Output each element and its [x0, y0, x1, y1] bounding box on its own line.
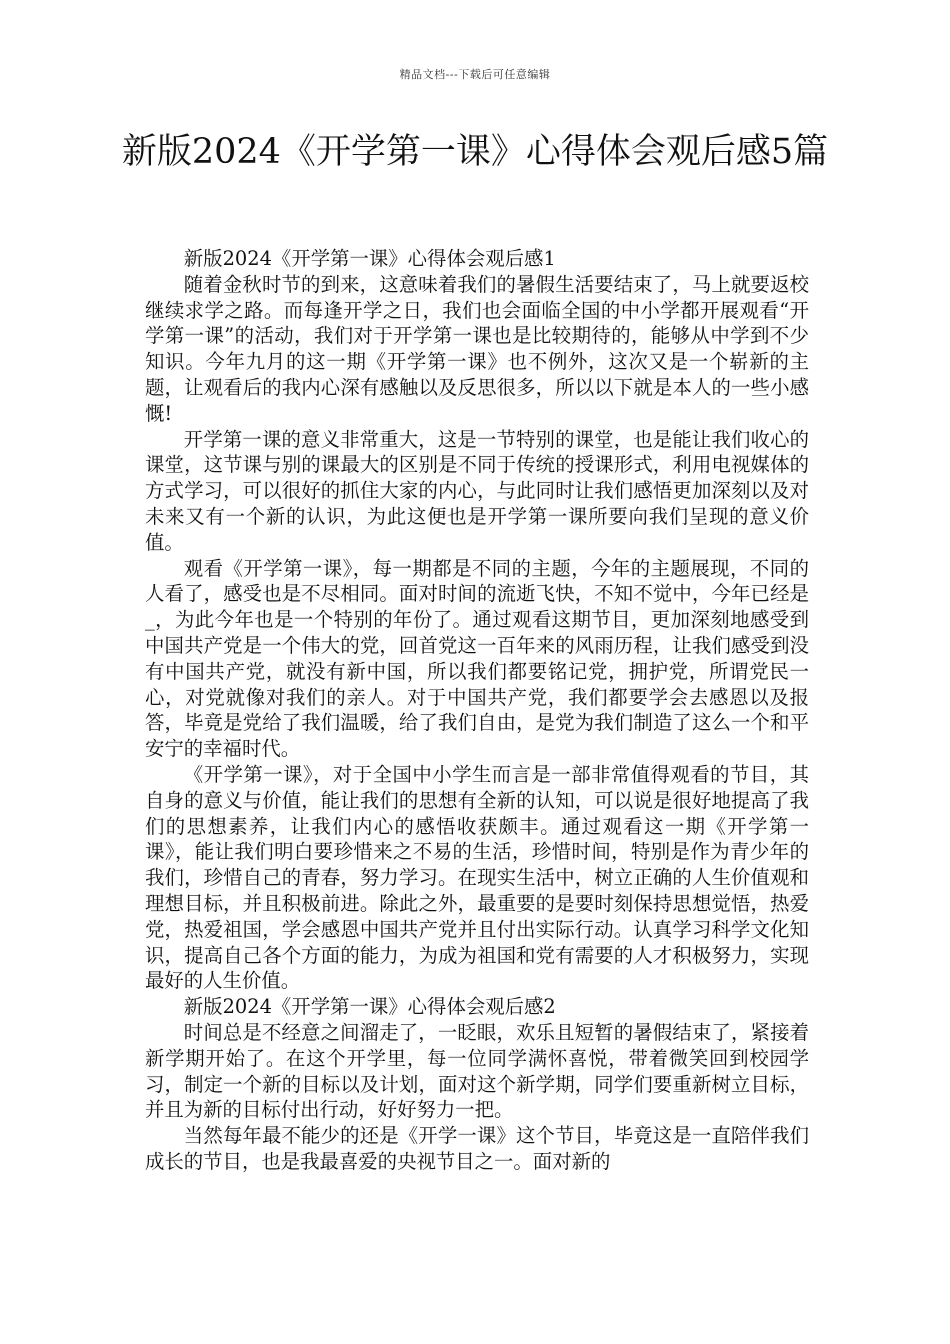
paragraph: 时间总是不经意之间溜走了，一眨眼，欢乐且短暂的暑假结束了，紧接着新学期开始了。在这个开学里，每一位同学满怀喜悦，带着微笑回到校园学习，制定一个新的目标以及计划，面对这个新学期，同学们要重新树立目标，并且为新的目标付出行动，好好努力一把。 [145, 1020, 809, 1122]
paragraph: 开学第一课的意义非常重大，这是一节特别的课堂，也是能让我们收心的课堂，这节课与别的课最大的区别是不同于传统的授课形式，利用电视媒体的方式学习，可以很好的抓住大家的内心，与此同时让我们感悟更加深刻以及对未来又有一个新的认识，为此这便也是开学第一课所要向我们呈现的意义价值。 [145, 427, 809, 554]
document-body [145, 246, 809, 1175]
section-subtitle-2: 新版2024《开学第一课》心得体会观后感2 [183, 995, 556, 1019]
page-header: 精品文档---下载后可任意编辑 [399, 68, 551, 81]
paragraph: 随着金秋时节的到来，这意味着我们的暑假生活要结束了，马上就要返校继续求学之路。而每逢开学之日，我们也会面临全国的中小学都开展观看“开学第一课”的活动，我们对于开学第一课也是比较期待的，能够从中学到不少知识。今年九月的这一期《开学第一课》也不例外，这次又是一个崭新的主题，让观看后的我内心深有感触以及反思很多，所以以下就是本人的一些小感慨! [145, 272, 809, 425]
paragraph: 当然每年最不能少的还是《开学一课》这个节目，毕竟这是一直陪伴我们成长的节目，也是我最喜爱的央视节目之一。面对新的 [145, 1124, 809, 1173]
paragraph: 观看《开学第一课》，每一期都是不同的主题，今年的主题展现，不同的人看了，感受也是不尽相同。面对时间的流逝飞快，不知不觉中，今年已经是_，为此今年也是一个特别的年份了。通过观看这期节目，更加深刻地感受到中国共产党是一个伟大的党，回首党这一百年来的风雨历程，让我们感受到没有中国共产党，就没有新中国，所以我们都要铭记党，拥护党，所谓党民一心，对党就像对我们的亲人。对于中国共产党，我们都要学会去感恩以及报答，毕竟是党给了我们温暖，给了我们自由，是党为我们制造了这么一个和平安宁的幸福时代。 [145, 556, 809, 761]
document-title: 新版2024《开学第一课》心得体会观后感5篇 [121, 132, 829, 172]
paragraph: 《开学第一课》，对于全国中小学生而言是一部非常值得观看的节目，其自身的意义与价值，能让我们的思想有全新的认知，可以说是很好地提高了我们的思想素养，让我们内心的感悟收获颇丰。通过观看这一期《开学第一课》，能让我们明白要珍惜来之不易的生活，珍惜时间，特别是作为青少年的我们，珍惜自己的青春，努力学习。在现实生活中，树立正确的人生价值观和理想目标，并且积极前进。除此之外，最重要的是要时刻保持思想觉悟，热爱党，热爱祖国，学会感恩中国共产党并且付出实际行动。认真学习科学文化知识，提高自己各个方面的能力，为成为祖国和党有需要的人才积极努力，实现最好的人生价值。 [145, 762, 809, 993]
section-subtitle-1: 新版2024《开学第一课》心得体会观后感1 [183, 247, 556, 270]
